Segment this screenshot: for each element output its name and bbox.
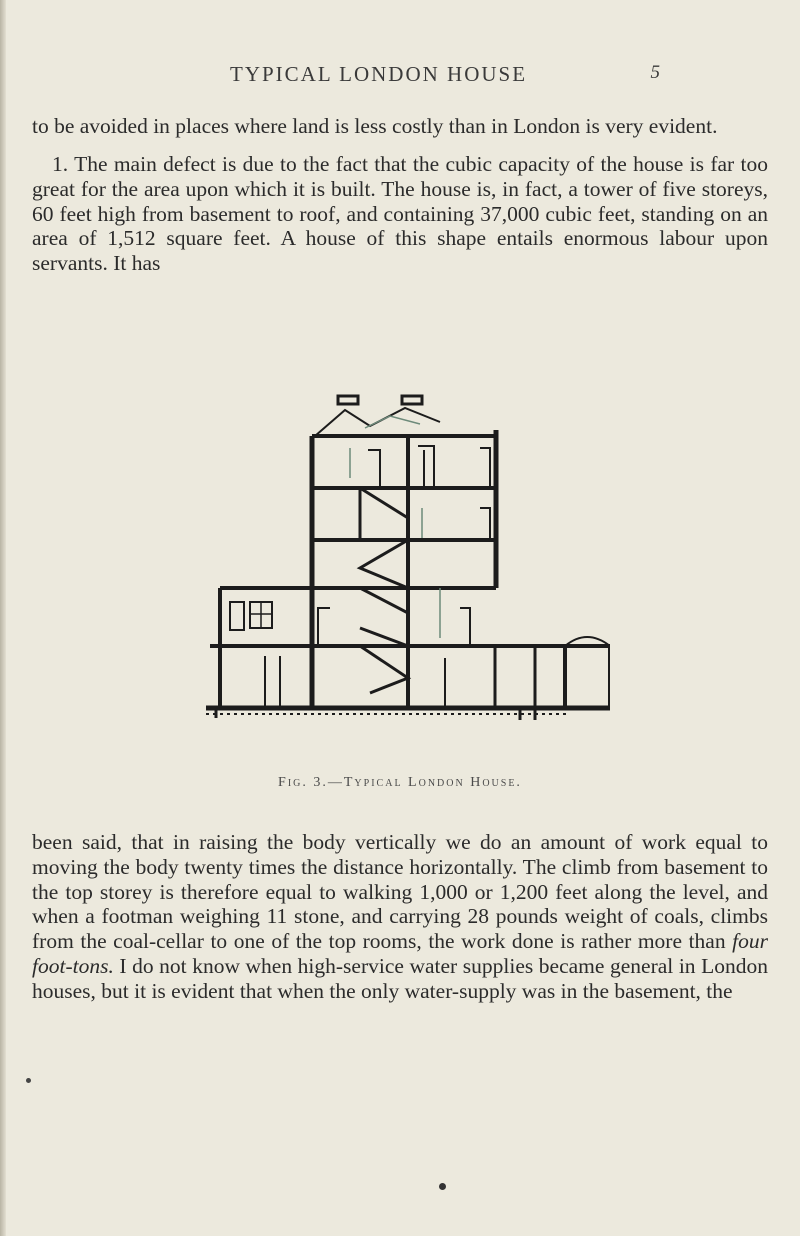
paragraph-2: 1. The main defect is due to the fact that the cubic capacity of the house is far too great for the area upon which it is built. The house is, in fact, a tower of five storeys, 60 feet high from basement to roof, and containing 37,000 cubic feet, standing on an area of 1,512 square feet. A house of this shape entails enormous labour upon servants. It has	[32, 152, 768, 276]
emphasis-foot-tons: four foot-tons.	[32, 929, 768, 978]
page-number: 5	[650, 62, 660, 83]
margin-dot	[26, 1078, 31, 1083]
house-section-figure	[190, 388, 610, 758]
running-title: TYPICAL LONDON HOUSE	[230, 62, 528, 86]
running-head	[0, 62, 800, 92]
figure-caption: Fig. 3.—Typical London House.	[278, 775, 522, 790]
printer-mark	[439, 1183, 446, 1190]
page-edge	[0, 0, 6, 1236]
paragraph-3-text: been said, that in raising the body vertically we do an amount of work equal to moving the body twenty times the distance horizontally. The climb from basement to the top storey is therefore equal to walking 1,000 or 1,200 feet along the level, and when a footman weighing 11 stone, and carrying 28 pounds weight of coals, climbs from the coal-cellar to one of the top rooms, the work done is rather more than	[32, 830, 768, 954]
paragraph-1: to be avoided in places where land is less costly than in London is very evident.	[32, 114, 718, 138]
paragraph-3-continuation: I do not know when high-service water supplies became general in London houses, but it is evident that when the only water-supply was in the basement, the	[32, 953, 768, 1003]
paragraph-3	[32, 830, 768, 1004]
house-section-drawing	[190, 388, 610, 758]
